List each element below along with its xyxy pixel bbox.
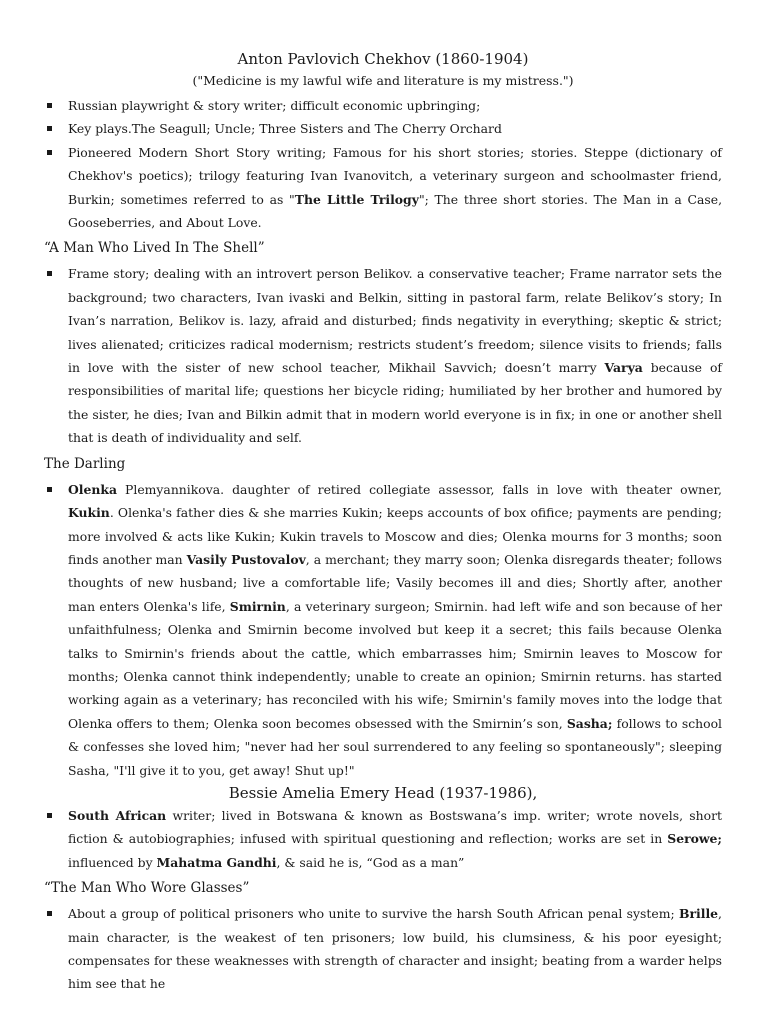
chekhov-bullet-3 [44, 141, 722, 235]
text: Plemyannikova. daughter of retired collegiate assessor, falls in love with theater owner, [117, 481, 722, 497]
text: Pioneered Modern Short Story writing; Famous for his short stories; stories. Steppe (dictionary of Chekhov's poetics); trilogy featuring Ivan Ivanovitch, a veterinary surgeon and schoolmaster friend, Burkin; sometimes referred to as " [68, 144, 722, 207]
bold-text: The Little Trilogy [294, 191, 419, 207]
shell-bullet [44, 262, 722, 449]
text: follows to school & confesses she loved him; "never had her soul surrendered to any feeling so spontaneously"; sleeping Sasha, "I'll give it to you, get away! Shut up!" [68, 715, 722, 778]
text: "; The three short stories. The Man in a Case, Gooseberries, and About Love. [68, 191, 723, 231]
glasses-bullet [44, 902, 722, 996]
bold-text: Vasily Pustovalov [186, 551, 306, 567]
bold-text: Olenka [68, 481, 118, 497]
text: About a group of political prisoners who unite to survive the harsh South African penal system; [68, 906, 680, 922]
text: writer; lived in Botswana & known as Bostswana’s imp. writer; wrote novels, short fiction & autobiographies; infused with spiritual questioning and reflection; works are set in [68, 807, 723, 847]
bold-text: Mahatma Gandhi [156, 854, 277, 870]
chekhov-bullet-2: Key plays.The Seagull; Uncle; Three Sisters and The Cherry Orchard [44, 117, 722, 140]
text: . Olenka's father dies & she marries Kukin; keeps accounts of box ofifice; payments are pending; more involved & acts like Kukin; Kukin travels to Moscow and dies; Olenka mourns for 3 months; soon finds another man [68, 505, 722, 567]
text: , a veterinary surgeon; Smirnin. had left wife and son because of her unfaithfulness; Olenka and Smirnin become involved but keep it a secret; this fails because Olenka talks to Smirnin's friends about the cattle, which embarrasses him; Smirnin leaves to Moscow for months; Olenka cannot think independently; unable to create an opinion; Smirnin returns. has started working again as a veterinary; has reconciled with his wife; Smirnin's family moves into the lodge that Olenka offers to them; Olenka soon becomes obsessed with the Smirnin’s son, [68, 598, 723, 731]
head-title: Bessie Amelia Emery Head (1937-1986), [228, 783, 538, 802]
chekhov-bullet-1: Russian playwright & story writer; difficult economic upbringing; [44, 94, 722, 117]
darling-bullets [44, 478, 722, 782]
head-bullet [44, 804, 722, 874]
bold-text: Kukin [68, 505, 110, 521]
darling-bullet [44, 478, 722, 782]
text: Frame story; dealing with an introvert person Belikov. a conservative teacher; Frame narrator sets the background; two characters, Ivan ivaski and Belkin, sitting in pastoral farm, relate Belikov’s story; In Ivan’s narration, Belikov is. lazy, afraid and disturbed; finds negativity in everything; skeptic & strict; lives alienated; criticizes radical modernism; restricts student’s freedom; silence visits to friends; falls in love with the sister of new school teacher, Mikhail Savvich; doesn’t marry [68, 266, 722, 376]
chekhov-bullets [44, 94, 722, 234]
bold-text: Varya [604, 360, 643, 376]
bold-text: Smirnin [229, 598, 286, 614]
text: influenced by [68, 854, 157, 870]
bold-text: Sasha; [566, 715, 613, 731]
text: , main character, is the weakest of ten prisoners; low build, his clumsiness, & his poor eyesight; compensates for these weaknesses with strength of character and insight; beating from a warder helps him see that he [68, 906, 722, 992]
chekhov-title: Anton Pavlovich Chekhov (1860-1904) [237, 50, 529, 68]
head-bullets [44, 804, 722, 874]
shell-heading: “A Man Who Lived In The Shell” [44, 240, 265, 257]
glasses-bullets [44, 902, 722, 996]
text: , & said he is, “God as a man” [276, 854, 465, 870]
bold-text: South African [68, 807, 167, 823]
glasses-heading: “The Man Who Wore Glasses” [44, 880, 250, 897]
text: , a merchant; they marry soon; Olenka disregards theater; follows thoughts of new husband; live a comfortable life; Vasily becomes ill and dies; Shortly after, another man enters Olenka's life, [68, 551, 722, 614]
shell-bullets [44, 262, 722, 449]
bold-text: Serowe; [667, 831, 722, 847]
darling-heading: The Darling [44, 455, 126, 472]
chekhov-quote: ("Medicine is my lawful wife and literature is my mistress.") [192, 73, 574, 88]
text: because of responsibilities of marital life; questions her bicycle riding; humiliated by her brother and humored by the sister, he dies; Ivan and Bilkin admit that in modern world everyone is in fix; in one or another shell that is death of individuality and self. [68, 360, 722, 446]
bold-text: Brille [679, 906, 719, 922]
